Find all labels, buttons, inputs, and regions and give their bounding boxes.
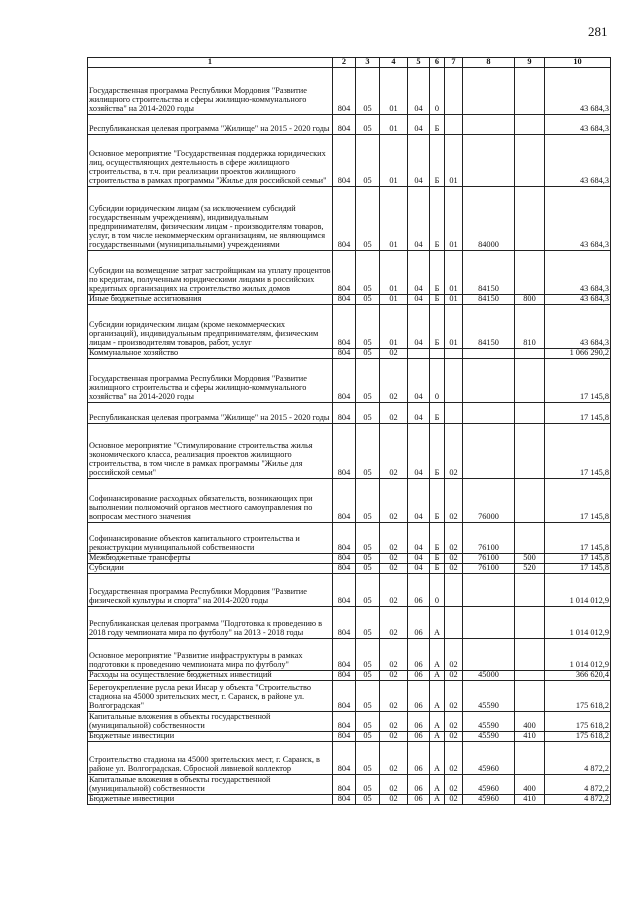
row-name-cell: Капитальные вложения в объекты государственной (муниципальной) собственности [88,775,333,795]
code-cell-c5: 04 [408,251,430,295]
row-name-cell: Иные бюджетные ассигнования [88,295,333,305]
code-cell-c9 [515,68,545,115]
code-cell-c8: 45960 [463,775,515,795]
row-name-cell: Строительство стадиона на 45000 зрительских мест, г. Саранск, в районе ул. Волгоградская. Сбросной ливневой коллектор [88,742,333,775]
code-cell-c4: 02 [380,671,408,681]
code-cell-c5: 06 [408,574,430,607]
code-cell-c7: 02 [445,523,463,554]
code-cell-c8 [463,403,515,424]
code-cell-c4: 02 [380,732,408,742]
row-name-cell: Субсидии юридическим лицам (кроме некоммерческих организаций), индивидуальным предпринимателям, физическим лицам - производителям товаров, работ, услуг [88,305,333,349]
code-cell-c7 [445,349,463,359]
table-row [88,564,611,574]
code-cell-c8 [463,135,515,187]
code-cell-c6: Б [430,403,445,424]
table-row [88,671,611,681]
code-cell-c6: Б [430,523,445,554]
code-cell-c9: 520 [515,564,545,574]
code-cell-c4: 02 [380,479,408,523]
code-cell-c2: 804 [333,135,356,187]
code-cell-c8: 84150 [463,295,515,305]
column-header-5: 5 [408,58,430,68]
row-name-cell: Бюджетные инвестиции [88,732,333,742]
code-cell-c7 [445,574,463,607]
code-cell-c4: 01 [380,305,408,349]
code-cell-c2: 804 [333,187,356,251]
code-cell-c9 [515,403,545,424]
column-header-8: 8 [463,58,515,68]
code-cell-c4: 02 [380,639,408,671]
code-cell-c7 [445,403,463,424]
row-name-cell: Софинансирование расходных обязательств, возникающих при выполнении полномочий органов местного самоуправления по вопросам местного значения [88,479,333,523]
code-cell-c9: 800 [515,295,545,305]
amount-cell: 1 014 012,9 [545,574,611,607]
amount-cell: 43 684,3 [545,187,611,251]
header-row [88,58,611,68]
code-cell-c4: 02 [380,742,408,775]
amount-cell: 17 145,8 [545,403,611,424]
code-cell-c2: 804 [333,424,356,479]
code-cell-c4: 02 [380,359,408,403]
code-cell-c9 [515,135,545,187]
column-header-7: 7 [445,58,463,68]
code-cell-c9 [515,349,545,359]
code-cell-c8: 84150 [463,251,515,295]
code-cell-c5: 04 [408,424,430,479]
code-cell-c3: 05 [356,681,380,712]
code-cell-c9 [515,671,545,681]
code-cell-c5: 04 [408,187,430,251]
code-cell-c7: 01 [445,251,463,295]
row-name-cell: Основное мероприятие "Развитие инфраструктуры в рамках подготовки к проведению чемпионата мира по футболу" [88,639,333,671]
table-body [88,68,611,805]
code-cell-c9: 400 [515,775,545,795]
table-row [88,681,611,712]
code-cell-c6: Б [430,115,445,135]
code-cell-c4: 02 [380,523,408,554]
table-row [88,775,611,795]
code-cell-c8: 45590 [463,712,515,732]
code-cell-c8 [463,424,515,479]
code-cell-c4: 02 [380,681,408,712]
code-cell-c2: 804 [333,732,356,742]
code-cell-c5: 04 [408,359,430,403]
row-name-cell: Субсидии на возмещение затрат застройщикам на уплату процентов по кредитам, полученным юридическими лицами в российских кредитных организациях на строительство жилых домов [88,251,333,295]
code-cell-c9 [515,607,545,639]
code-cell-c4: 02 [380,574,408,607]
code-cell-c2: 804 [333,639,356,671]
code-cell-c8: 45590 [463,681,515,712]
code-cell-c2: 804 [333,775,356,795]
code-cell-c9 [515,115,545,135]
code-cell-c7: 02 [445,775,463,795]
code-cell-c3: 05 [356,135,380,187]
code-cell-c9: 410 [515,795,545,805]
code-cell-c3: 05 [356,305,380,349]
code-cell-c6: А [430,775,445,795]
amount-cell: 43 684,3 [545,135,611,187]
row-name-cell: Берегоукрепление русла реки Инсар у объекта "Строительство стадиона на 45000 зрительских мест, г. Саранск, в районе ул. Волгоградская" [88,681,333,712]
code-cell-c8: 84000 [463,187,515,251]
code-cell-c2: 804 [333,564,356,574]
row-name-cell: Капитальные вложения в объекты государственной (муниципальной) собственности [88,712,333,732]
table-row [88,479,611,523]
code-cell-c9: 500 [515,554,545,564]
row-name-cell: Республиканская целевая программа "Подготовка к проведению в 2018 году чемпионата мира по футболу" на 2013 - 2018 годы [88,607,333,639]
amount-cell: 1 066 290,2 [545,349,611,359]
code-cell-c7: 02 [445,681,463,712]
code-cell-c9 [515,251,545,295]
code-cell-c4: 01 [380,251,408,295]
code-cell-c6: А [430,607,445,639]
code-cell-c5: 06 [408,795,430,805]
amount-cell: 17 145,8 [545,523,611,554]
code-cell-c3: 05 [356,639,380,671]
code-cell-c7: 02 [445,795,463,805]
code-cell-c6: Б [430,187,445,251]
code-cell-c2: 804 [333,712,356,732]
row-name-cell: Коммунальное хозяйство [88,349,333,359]
code-cell-c6: А [430,795,445,805]
code-cell-c2: 804 [333,607,356,639]
code-cell-c5: 06 [408,732,430,742]
code-cell-c7 [445,115,463,135]
code-cell-c9 [515,523,545,554]
code-cell-c3: 05 [356,251,380,295]
code-cell-c4: 02 [380,775,408,795]
amount-cell: 43 684,3 [545,295,611,305]
code-cell-c6: Б [430,305,445,349]
amount-cell: 175 618,2 [545,732,611,742]
code-cell-c7 [445,607,463,639]
amount-cell: 4 872,2 [545,775,611,795]
code-cell-c7: 02 [445,742,463,775]
code-cell-c5: 04 [408,554,430,564]
table-row [88,68,611,115]
code-cell-c9 [515,479,545,523]
code-cell-c2: 804 [333,574,356,607]
code-cell-c6: 0 [430,359,445,403]
row-name-cell: Софинансирование объектов капитального строительства и реконструкции муниципальной собственности [88,523,333,554]
code-cell-c4: 01 [380,187,408,251]
code-cell-c3: 05 [356,403,380,424]
table-row [88,732,611,742]
code-cell-c3: 05 [356,349,380,359]
code-cell-c2: 804 [333,523,356,554]
row-name-cell: Государственная программа Республики Мордовия "Развитие физической культуры и спорта" на 2014-2020 годы [88,574,333,607]
code-cell-c7: 02 [445,671,463,681]
code-cell-c6: 0 [430,574,445,607]
row-name-cell: Субсидии юридическим лицам (за исключением субсидий государственным учреждениям), индивидуальным предпринимателям, физическим лицам - производителям товаров, услуг, в том числе некоммерческим организациям, не являющимся государственными (муниципальными) учреждениями [88,187,333,251]
row-name-cell: Бюджетные инвестиции [88,795,333,805]
code-cell-c9: 410 [515,732,545,742]
code-cell-c5 [408,349,430,359]
code-cell-c2: 804 [333,295,356,305]
table-row [88,187,611,251]
code-cell-c5: 04 [408,564,430,574]
code-cell-c4: 01 [380,115,408,135]
page-number: 281 [588,24,608,39]
code-cell-c8 [463,349,515,359]
code-cell-c5: 06 [408,639,430,671]
code-cell-c7: 02 [445,479,463,523]
code-cell-c9 [515,574,545,607]
code-cell-c6: А [430,712,445,732]
table-row [88,305,611,349]
code-cell-c2: 804 [333,359,356,403]
amount-cell: 1 014 012,9 [545,607,611,639]
code-cell-c2: 804 [333,479,356,523]
code-cell-c8: 45000 [463,671,515,681]
code-cell-c9 [515,424,545,479]
code-cell-c6: А [430,732,445,742]
table-row [88,135,611,187]
code-cell-c5: 06 [408,775,430,795]
amount-cell: 43 684,3 [545,115,611,135]
code-cell-c8: 76100 [463,554,515,564]
table-row [88,712,611,732]
code-cell-c7: 01 [445,187,463,251]
amount-cell: 43 684,3 [545,68,611,115]
code-cell-c7: 01 [445,135,463,187]
code-cell-c8 [463,359,515,403]
code-cell-c6: Б [430,251,445,295]
code-cell-c3: 05 [356,712,380,732]
amount-cell: 17 145,8 [545,564,611,574]
amount-cell: 17 145,8 [545,554,611,564]
code-cell-c3: 05 [356,795,380,805]
code-cell-c9 [515,742,545,775]
code-cell-c7: 01 [445,305,463,349]
code-cell-c6 [430,349,445,359]
code-cell-c6: Б [430,135,445,187]
code-cell-c7 [445,359,463,403]
code-cell-c8: 76000 [463,479,515,523]
code-cell-c6: А [430,639,445,671]
code-cell-c4: 02 [380,349,408,359]
table-row [88,607,611,639]
code-cell-c2: 804 [333,554,356,564]
code-cell-c7: 02 [445,732,463,742]
code-cell-c6: А [430,742,445,775]
code-cell-c7: 02 [445,639,463,671]
code-cell-c3: 05 [356,479,380,523]
code-cell-c5: 04 [408,135,430,187]
code-cell-c9 [515,639,545,671]
code-cell-c5: 04 [408,115,430,135]
code-cell-c9 [515,359,545,403]
code-cell-c4: 02 [380,607,408,639]
code-cell-c7: 02 [445,564,463,574]
code-cell-c5: 06 [408,681,430,712]
code-cell-c5: 06 [408,607,430,639]
code-cell-c8 [463,607,515,639]
code-cell-c3: 05 [356,295,380,305]
code-cell-c8: 45960 [463,795,515,805]
table-row [88,295,611,305]
row-name-cell: Основное мероприятие "Стимулирование строительства жилья экономического класса, реализация проектов жилищного строительства, в том числе в рамках программы "Жилье для российской семьи" [88,424,333,479]
code-cell-c8: 84150 [463,305,515,349]
table-row [88,251,611,295]
code-cell-c6: 0 [430,68,445,115]
table-row [88,742,611,775]
code-cell-c4: 02 [380,564,408,574]
row-name-cell: Республиканская целевая программа "Жилище" на 2015 - 2020 годы [88,115,333,135]
code-cell-c3: 05 [356,554,380,564]
column-header-10: 10 [545,58,611,68]
row-name-cell: Субсидии [88,564,333,574]
code-cell-c9: 810 [515,305,545,349]
code-cell-c2: 804 [333,742,356,775]
code-cell-c3: 05 [356,564,380,574]
code-cell-c5: 04 [408,68,430,115]
column-header-4: 4 [380,58,408,68]
code-cell-c5: 06 [408,671,430,681]
code-cell-c3: 05 [356,775,380,795]
code-cell-c2: 804 [333,115,356,135]
table-row [88,115,611,135]
code-cell-c3: 05 [356,115,380,135]
code-cell-c4: 02 [380,424,408,479]
code-cell-c8: 76100 [463,523,515,554]
amount-cell: 17 145,8 [545,424,611,479]
code-cell-c2: 804 [333,349,356,359]
code-cell-c2: 804 [333,681,356,712]
row-name-cell: Республиканская целевая программа "Жилище" на 2015 - 2020 годы [88,403,333,424]
code-cell-c7: 02 [445,554,463,564]
code-cell-c6: Б [430,295,445,305]
amount-cell: 17 145,8 [545,479,611,523]
table-row [88,523,611,554]
code-cell-c6: Б [430,479,445,523]
code-cell-c8: 45960 [463,742,515,775]
amount-cell: 4 872,2 [545,742,611,775]
row-name-cell: Межбюджетные трансферты [88,554,333,564]
code-cell-c4: 01 [380,295,408,305]
table-row [88,795,611,805]
code-cell-c2: 804 [333,305,356,349]
table-row [88,349,611,359]
table-row [88,639,611,671]
code-cell-c2: 804 [333,68,356,115]
code-cell-c4: 01 [380,68,408,115]
code-cell-c4: 02 [380,712,408,732]
code-cell-c3: 05 [356,187,380,251]
code-cell-c2: 804 [333,403,356,424]
column-header-2: 2 [333,58,356,68]
code-cell-c8 [463,68,515,115]
code-cell-c9 [515,681,545,712]
code-cell-c3: 05 [356,68,380,115]
amount-cell: 1 014 012,9 [545,639,611,671]
column-header-9: 9 [515,58,545,68]
code-cell-c7: 01 [445,295,463,305]
code-cell-c7: 02 [445,424,463,479]
table-row [88,403,611,424]
budget-table [87,57,611,805]
code-cell-c8 [463,115,515,135]
amount-cell: 4 872,2 [545,795,611,805]
code-cell-c4: 01 [380,135,408,187]
code-cell-c5: 04 [408,403,430,424]
code-cell-c9: 400 [515,712,545,732]
table-row [88,424,611,479]
column-header-1: 1 [88,58,333,68]
code-cell-c8: 45590 [463,732,515,742]
code-cell-c4: 02 [380,403,408,424]
code-cell-c6: А [430,681,445,712]
code-cell-c4: 02 [380,795,408,805]
code-cell-c8: 76100 [463,564,515,574]
column-header-3: 3 [356,58,380,68]
code-cell-c3: 05 [356,574,380,607]
row-name-cell: Государственная программа Республики Мордовия "Развитие жилищного строительства и сферы жилищно-коммунального хозяйства" на 2014-2020 годы [88,68,333,115]
code-cell-c2: 804 [333,795,356,805]
amount-cell: 43 684,3 [545,251,611,295]
code-cell-c3: 05 [356,671,380,681]
column-header-6: 6 [430,58,445,68]
code-cell-c3: 05 [356,424,380,479]
amount-cell: 175 618,2 [545,712,611,732]
code-cell-c5: 06 [408,742,430,775]
table-row [88,574,611,607]
code-cell-c3: 05 [356,732,380,742]
code-cell-c8 [463,639,515,671]
code-cell-c5: 06 [408,712,430,732]
code-cell-c6: Б [430,424,445,479]
code-cell-c7 [445,68,463,115]
code-cell-c6: А [430,671,445,681]
code-cell-c5: 04 [408,523,430,554]
row-name-cell: Государственная программа Республики Мордовия "Развитие жилищного строительства и сферы жилищно-коммунального хозяйства" на 2014-2020 годы [88,359,333,403]
code-cell-c2: 804 [333,671,356,681]
amount-cell: 175 618,2 [545,681,611,712]
code-cell-c2: 804 [333,251,356,295]
row-name-cell: Расходы на осуществление бюджетных инвестиций [88,671,333,681]
code-cell-c8 [463,574,515,607]
amount-cell: 366 620,4 [545,671,611,681]
code-cell-c6: Б [430,564,445,574]
code-cell-c5: 04 [408,479,430,523]
code-cell-c3: 05 [356,359,380,403]
amount-cell: 17 145,8 [545,359,611,403]
code-cell-c3: 05 [356,523,380,554]
code-cell-c3: 05 [356,742,380,775]
code-cell-c9 [515,187,545,251]
table-row [88,554,611,564]
code-cell-c4: 02 [380,554,408,564]
table-row [88,359,611,403]
code-cell-c3: 05 [356,607,380,639]
row-name-cell: Основное мероприятие "Государственная поддержка юридических лиц, осуществляющих деятельность в сфере жилищного строительства, в т.ч. при реализации проектов жилищного строительства в рамках программы "Жилье для российской семьи" [88,135,333,187]
code-cell-c5: 04 [408,305,430,349]
code-cell-c7: 02 [445,712,463,732]
amount-cell: 43 684,3 [545,305,611,349]
code-cell-c6: Б [430,554,445,564]
code-cell-c5: 04 [408,295,430,305]
